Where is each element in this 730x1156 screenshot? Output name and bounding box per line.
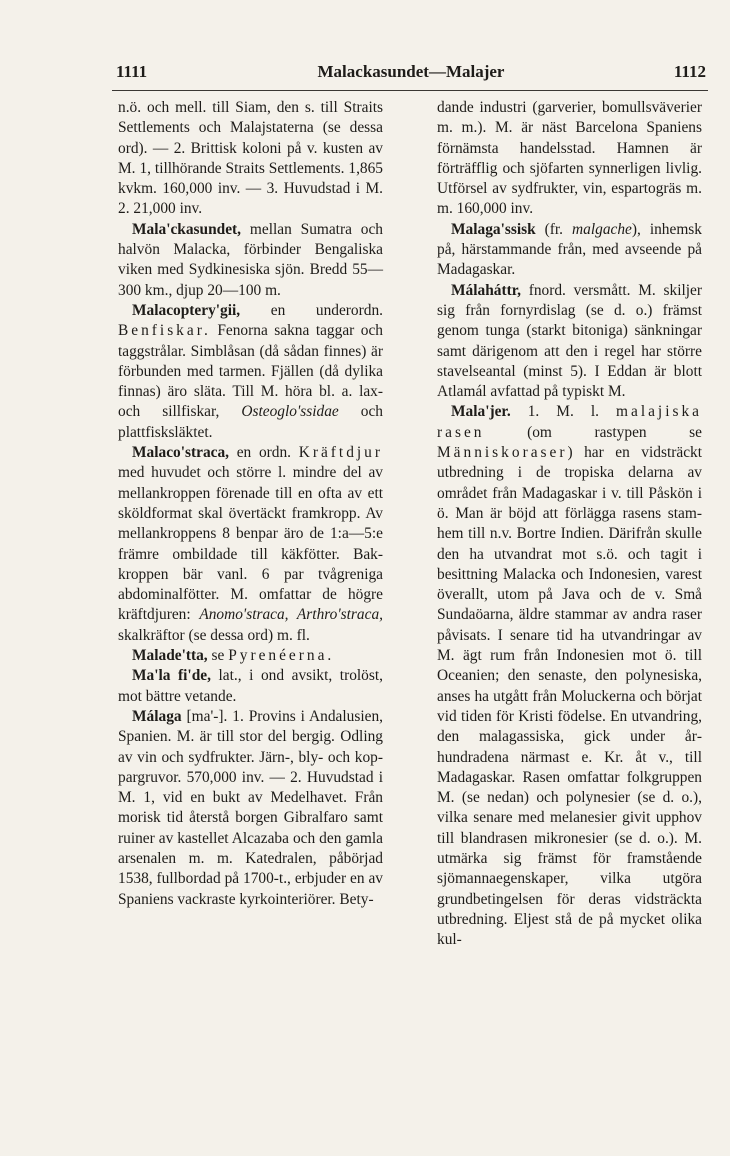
headword: Ma'la fi'de,	[132, 667, 211, 685]
entry-malaga: Málaga [ma'-]. 1. Provins i Andalusien, Spanien. M. är till stor del bergig. Odling av vin och sydfrukter. Järn-, bly- och koppargruvor. 570,000 inv. — 2. Huvudstad i M. 1, vid en bukt av Medelhavet. Från morisk tid återstå borgen Gibralfaro samt ruiner av kastellet Alcazaba och den gamla arsenalen m. m. Katedralen, påbörjad 1538, fullbordad på 1700-t., erbjuder en av Spaniens vackraste kyrkointeriörer. Bety-	[118, 707, 383, 908]
page-number-right: 1112	[673, 62, 706, 81]
headword: Malade'tta,	[132, 647, 208, 665]
headword: Málaháttr,	[451, 281, 521, 299]
right-column	[437, 98, 702, 950]
page-header	[116, 62, 706, 88]
entry-malahattr: Málaháttr, fnord. versmått. M. skiljer sig från fornyrdislag (se d. o.) främst genom tunga (starkt bitoniga) sänkningar samt därigenom att den i regel har större stavelseantal (minst 5). I Eddan är blott Atlamál avfattad på typiskt M.	[437, 281, 702, 401]
headword: Málaga	[132, 707, 182, 725]
entry-malacopterygii: Malacoptery'gii, en underordn. Benfiskar. Fenorna sakna taggar och taggstrålar. Simblåsan (då sådan finnes) är förbunden med tarmen. Fjällen (då dylika finnas) äro släta. Till M. höra bl. a. lax- och sillfiskar, Osteoglo'ssidae och plattfisksläktet.	[118, 301, 383, 441]
headword: Mala'jer.	[451, 403, 511, 421]
headword: Mala'ckasundet,	[132, 220, 242, 238]
headword: Malacoptery'gii,	[132, 301, 241, 319]
page-number-left: 1111	[116, 62, 148, 81]
running-title: Malackasundet—Malajer	[317, 62, 505, 81]
entry-malagassisk: Malaga'ssisk (fr. malgache), inhemsk på, härstammande från, med avseende på Madagaskar.	[437, 220, 702, 279]
entry-mala-fide: Ma'la fi'de, lat., i ond avsikt, trolöst, mot bättre vetande.	[118, 667, 383, 705]
left-column	[118, 98, 383, 910]
headword: Malaga'ssisk	[451, 220, 536, 238]
header-rule	[112, 90, 708, 91]
entry-malacostraca: Malaco'straca, en ordn. Kräftdjur med huvudet och större l. mindre del av mellankroppen förenade till en ofta av ett sköldformat skal övertäckt framkropp. Av mellankroppens 8 benpar äro de 1:a—5:e främre ombildade till käkfötter. Bakkroppen bär vanl. 6 par tvågreniga abdominalfötter. M. omfattar de högre kräftdjuren: Anomo'straca, Arthro'straca, skalkräftor (se dessa ord) m. fl.	[118, 444, 383, 644]
entry-malackasundet: Mala'ckasundet, mellan Sumatra och halvön Malacka, förbinder Bengaliska viken med Sydkinesiska sjön. Bredd 55—300 km., djup 20—100 m.	[118, 220, 383, 299]
entry-continuation: dande industri (garverier, bomullsväverier m. m.). M. är näst Barcelona Spaniens förnämsta handelsstad. Hamnen är förträfflig och sjöfarten synnerligen livlig. Utförsel av sydfrukter, vin, espartogräs m. m. 160,000 inv.	[437, 99, 702, 218]
headword: Malaco'straca,	[132, 444, 230, 462]
entry-continuation: n.ö. och mell. till Siam, den s. till Straits Settlements och Malajstaterna (se dessa ord). — 2. Brittisk koloni på v. kusten av M. 1, tillhörande Straits Settlements. 1,865 kvkm. 160,000 inv. — 3. Huvudstad i M. 2. 21,000 inv.	[118, 99, 383, 218]
entry-malajer: Mala'jer. 1. M. l. malajiska rasen (om rastypen se Människoraser) har en vidsträckt utbredning i de tropiska delarna av området från Madagaskar i v. till Påskön i ö. Man är böjd att förlägga rasens stamhem till n.v. Bortre Indien. Därifrån skulle den ha utvandrat mot s.ö. och tagit i besittning Malacka och Indonesien, varest överallt, utom på Java och de v. Små Sundaöarna, äldre stammar av andra raser påvisats. I senare tid ha utvandringar av M. ägt rum från Indonesien mot ö. till Oceanien; den senaste, den polynesiska, anses ha utgått från Moluckerna och börjat vid tiden för Kristi födelse. En utvandring, den malagassiska, gick under århundradena närmast e. Kr. åt v., till Madagaskar. Rasen omfattar folkgruppen M. (se nedan) och polynesier (se d. o.), vilka senare med melanesier givit upphov till blandrasen mikronesier (se d. o.). M. utmärka sig främst för framstående sjömannaegenskaper, vilka utgöra grundbetingelsen för deras vidsträckta utbredning. Eljest stå de på mycket olika kul-	[437, 403, 702, 949]
entry-maladetta: Malade'tta, se Pyrenéerna.	[132, 647, 335, 665]
